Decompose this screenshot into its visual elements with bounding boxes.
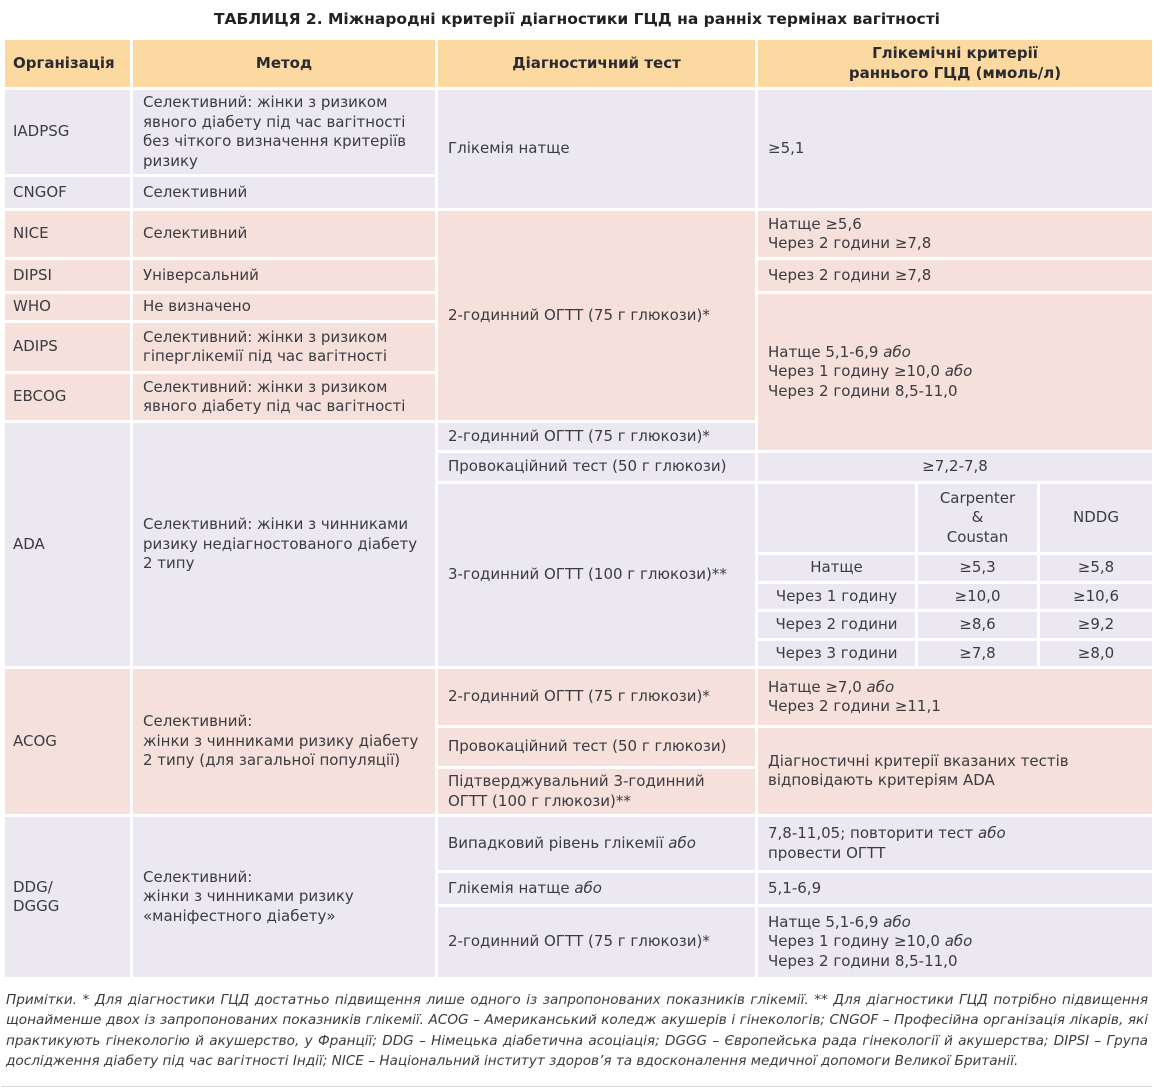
ada-sub-header-carpenter-coustan: Carpenter & Coustan <box>918 484 1037 552</box>
ada-sub-header-nddg: NDDG <box>1040 484 1152 552</box>
ada-sub-cc-value: ≥7,8 <box>918 641 1037 667</box>
method-cell-iadpsg: Селективний: жінки з ризиком явного діабету під час вагітності без чіткого визначення критеріїв ризику <box>133 90 435 174</box>
org-cell-iadpsg: IADPSG <box>5 90 130 174</box>
org-cell-nice: NICE <box>5 211 130 257</box>
test-cell-ogtt2-shared: 2-годинний ОГТТ (75 г глюкози)* <box>438 211 755 420</box>
org-cell-dipsi: DIPSI <box>5 260 130 291</box>
ada-sub-cc-value: ≥5,3 <box>918 555 1037 581</box>
column-header-test: Діагностичний тест <box>438 40 755 87</box>
org-cell-cngof: CNGOF <box>5 177 130 208</box>
org-cell-ebcog: EBCOG <box>5 374 130 420</box>
ada-sub-label: Через 3 години <box>758 641 915 667</box>
column-header-organization: Організація <box>5 40 130 87</box>
column-header-method: Метод <box>133 40 435 87</box>
ada-sub-label: Через 2 години <box>758 612 915 638</box>
test-cell-ada-ogtt3: 3-годинний ОГТТ (100 г глюкози)** <box>438 484 755 666</box>
org-cell-who: WHO <box>5 294 130 320</box>
ada-sub-nddg-value: ≥9,2 <box>1040 612 1152 638</box>
criteria-cell-nice: Натще ≥5,6 Через 2 години ≥7,8 <box>758 211 1152 257</box>
header-row <box>5 40 1152 87</box>
ada-sub-label: Натще <box>758 555 915 581</box>
method-cell-dipsi: Універсальний <box>133 260 435 291</box>
method-cell-nice: Селективний <box>133 211 435 257</box>
table-row-ddg-random <box>5 817 1152 870</box>
org-cell-acog: ACOG <box>5 669 130 814</box>
method-cell-cngof: Селективний <box>133 177 435 208</box>
table-row-acog-ogtt2 <box>5 669 1152 725</box>
test-cell-acog-challenge: Провокаційний тест (50 г глюкози) <box>438 728 755 766</box>
criteria-cell-ddg-ogtt2: Натще 5,1-6,9 або Через 1 годину ≥10,0 або Через 2 години 8,5-11,0 <box>758 907 1152 977</box>
table-title: ТАБЛИЦЯ 2. Міжнародні критерії діагностики ГЦД на ранніх термінах вагітності <box>213 10 940 28</box>
test-cell-acog-confirm: Підтверджувальний 3-годинний ОГТТ (100 г глюкози)** <box>438 769 755 814</box>
column-header-criteria: Глікемічні критерії раннього ГЦД (ммоль/л) <box>758 40 1152 87</box>
test-cell-acog-ogtt2: 2-годинний ОГТТ (75 г глюкози)* <box>438 669 755 725</box>
ada-sub-label: Через 1 годину <box>758 584 915 610</box>
footnotes: Примітки. * Для діагностики ГЦД достатньо підвищення лише одного із запропонованих показників глікемії. ** Для діагностики ГЦД потрібно підвищення щонайменше двох із запропонованих показників глікемії. ACOG – Американський коледж акушерів і гінекологів; CNGOF – Професійна організація лікарів, які практикують гінекологію й акушерство, у Франції; DDG – Німецька діабетична асоціація; DGGG – Європейська рада гінекології й акушерства; DIPSI – Група дослідження діабету під час вагітності Індії; NICE – Національний інститут здоров’я та вдосконалення медичної допомоги Великої Британії. <box>6 992 1148 1070</box>
criteria-cell-ada-challenge: ≥7,2-7,8 <box>758 453 1152 481</box>
bottom-divider <box>2 1086 1152 1087</box>
ada-sub-empty-cell <box>758 484 915 552</box>
criteria-cell-dipsi: Через 2 години ≥7,8 <box>758 260 1152 291</box>
org-cell-ada: ADA <box>5 423 130 666</box>
org-cell-adips: ADIPS <box>5 323 130 371</box>
ada-sub-nddg-value: ≥5,8 <box>1040 555 1152 581</box>
ada-sub-cc-value: ≥8,6 <box>918 612 1037 638</box>
test-cell-ddg-random: Випадковий рівень глікемії або <box>438 817 755 870</box>
criteria-cell-ddg-fasting: 5,1-6,9 <box>758 873 1152 904</box>
table-row-iadpsg <box>5 90 1152 174</box>
method-cell-who: Не визначено <box>133 294 435 320</box>
criteria-cell-acog-shared: Діагностичні критерії вказаних тестів відповідають критеріям ADA <box>758 728 1152 814</box>
test-cell-ddg-ogtt2: 2-годинний ОГТТ (75 г глюкози)* <box>438 907 755 977</box>
test-cell-ada-ogtt2: 2-годинний ОГТТ (75 г глюкози)* <box>438 423 755 450</box>
test-cell-ddg-fasting: Глікемія натще або <box>438 873 755 904</box>
test-cell-ada-challenge: Провокаційний тест (50 г глюкози) <box>438 453 755 481</box>
ada-sub-nddg-value: ≥8,0 <box>1040 641 1152 667</box>
method-cell-ddg-dggg: Селективний: жінки з чинниками ризику «маніфестного діабету» <box>133 817 435 977</box>
criteria-cell-shared: Натще 5,1-6,9 або Через 1 годину ≥10,0 або Через 2 години 8,5-11,0 <box>758 294 1152 450</box>
criteria-cell-iadpsg-cngof: ≥5,1 <box>758 90 1152 208</box>
ada-sub-cc-value: ≥10,0 <box>918 584 1037 610</box>
criteria-cell-acog-ogtt2: Натще ≥7,0 або Через 2 години ≥11,1 <box>758 669 1152 725</box>
method-cell-acog: Селективний: жінки з чинниками ризику діабету 2 типу (для загальної популяції) <box>133 669 435 814</box>
method-cell-ebcog: Селективний: жінки з ризиком явного діабету під час вагітності <box>133 374 435 420</box>
test-cell-iadpsg-cngof: Глікемія натще <box>438 90 755 208</box>
ada-sub-nddg-value: ≥10,6 <box>1040 584 1152 610</box>
criteria-cell-ddg-random: 7,8-11,05; повторити тест або провести ОГТТ <box>758 817 1152 870</box>
table-row-nice <box>5 211 1152 257</box>
method-cell-adips: Селективний: жінки з ризиком гіперглікемії під час вагітності <box>133 323 435 371</box>
org-cell-ddg-dggg: DDG/ DGGG <box>5 817 130 977</box>
method-cell-ada: Селективний: жінки з чинниками ризику недіагностованого діабету 2 типу <box>133 423 435 666</box>
criteria-table <box>2 37 1154 980</box>
